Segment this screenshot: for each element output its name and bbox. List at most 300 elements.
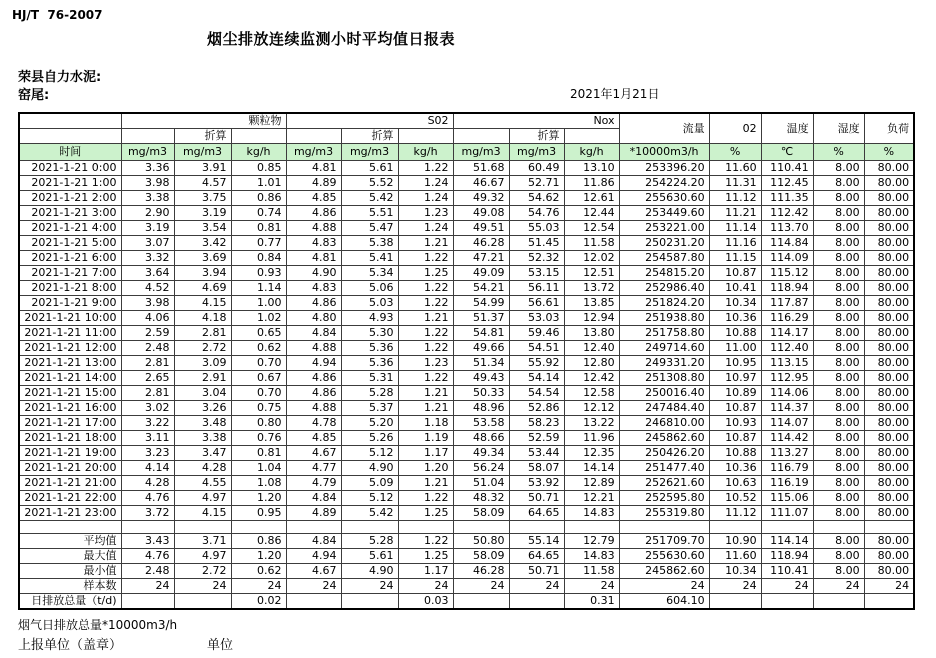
cell-value: 80.00 bbox=[864, 461, 914, 476]
cell-value: 10.36 bbox=[709, 311, 761, 326]
cell-value: 49.34 bbox=[453, 446, 509, 461]
cell-value: 11.12 bbox=[709, 191, 761, 206]
cell-value: 1.22 bbox=[398, 341, 453, 356]
cell-value: 49.08 bbox=[453, 206, 509, 221]
cell-value: 24 bbox=[864, 579, 914, 594]
cell-value bbox=[174, 594, 231, 610]
cell-time: 2021-1-21 13:00 bbox=[19, 356, 121, 371]
cell-value: 250231.20 bbox=[619, 236, 709, 251]
cell-value: 49.51 bbox=[453, 221, 509, 236]
cell-value: 245862.60 bbox=[619, 431, 709, 446]
cell-value: 4.77 bbox=[286, 461, 341, 476]
cell-value: 1.25 bbox=[398, 549, 453, 564]
cell-value: 54.51 bbox=[509, 341, 564, 356]
cell-value: 8.00 bbox=[813, 356, 864, 371]
cell-value: 5.47 bbox=[341, 221, 398, 236]
summary-label: 最小值 bbox=[19, 564, 121, 579]
cell-value: 11.58 bbox=[564, 564, 619, 579]
cell-time: 2021-1-21 18:00 bbox=[19, 431, 121, 446]
cell-value: 5.28 bbox=[341, 386, 398, 401]
cell-value: 114.07 bbox=[761, 416, 813, 431]
cell-value: 14.83 bbox=[564, 549, 619, 564]
blank-cell bbox=[174, 521, 231, 534]
cell-value: 249714.60 bbox=[619, 341, 709, 356]
cell-value: 55.92 bbox=[509, 356, 564, 371]
cell-value: 1.02 bbox=[231, 311, 286, 326]
cell-value: 251824.20 bbox=[619, 296, 709, 311]
cell-value: 5.30 bbox=[341, 326, 398, 341]
cell-value: 11.60 bbox=[709, 549, 761, 564]
cell-value: 8.00 bbox=[813, 431, 864, 446]
cell-time: 2021-1-21 17:00 bbox=[19, 416, 121, 431]
cell-value: 52.32 bbox=[509, 251, 564, 266]
cell-value: 252621.60 bbox=[619, 476, 709, 491]
cell-value: 11.58 bbox=[564, 236, 619, 251]
cell-value: 8.00 bbox=[813, 251, 864, 266]
cell-value: 50.71 bbox=[509, 491, 564, 506]
cell-value: 8.00 bbox=[813, 401, 864, 416]
cell-value: 251308.80 bbox=[619, 371, 709, 386]
cell-value: 112.95 bbox=[761, 371, 813, 386]
cell-value: 2.90 bbox=[121, 206, 174, 221]
cell-value: 5.31 bbox=[341, 371, 398, 386]
group-so2: S02 bbox=[286, 113, 453, 129]
cell-value: 56.11 bbox=[509, 281, 564, 296]
cell-value: 49.43 bbox=[453, 371, 509, 386]
unit-header-1: mg/m3 bbox=[174, 144, 231, 161]
table-row bbox=[19, 236, 914, 251]
cell-value: 49.32 bbox=[453, 191, 509, 206]
unit-header-12: % bbox=[813, 144, 864, 161]
cell-value: 8.00 bbox=[813, 476, 864, 491]
cell-value: 3.19 bbox=[121, 221, 174, 236]
cell-value: 8.00 bbox=[813, 491, 864, 506]
cell-value: 8.00 bbox=[813, 386, 864, 401]
group-nox: Nox bbox=[453, 113, 619, 129]
cell-value: 116.79 bbox=[761, 461, 813, 476]
cell-value: 80.00 bbox=[864, 341, 914, 356]
table-row bbox=[19, 506, 914, 521]
cell-value: 8.00 bbox=[813, 446, 864, 461]
unit-header-8: kg/h bbox=[564, 144, 619, 161]
cell-value: 111.35 bbox=[761, 191, 813, 206]
cell-value: 53.44 bbox=[509, 446, 564, 461]
cell-value: 5.36 bbox=[341, 341, 398, 356]
cell-value: 8.00 bbox=[813, 461, 864, 476]
cell-value: 4.83 bbox=[286, 281, 341, 296]
cell-time: 2021-1-21 7:00 bbox=[19, 266, 121, 281]
unit-header-9: *10000m3/h bbox=[619, 144, 709, 161]
cell-value: 4.83 bbox=[286, 236, 341, 251]
cell-value: 250426.20 bbox=[619, 446, 709, 461]
table-row bbox=[19, 356, 914, 371]
cell-value bbox=[121, 594, 174, 610]
cell-value: 10.34 bbox=[709, 296, 761, 311]
cell-value: 24 bbox=[761, 579, 813, 594]
cell-value: 1.20 bbox=[231, 491, 286, 506]
cell-value: 12.54 bbox=[564, 221, 619, 236]
cell-value: 12.89 bbox=[564, 476, 619, 491]
cell-value: 80.00 bbox=[864, 506, 914, 521]
cell-value: 5.51 bbox=[341, 206, 398, 221]
cell-value: 8.00 bbox=[813, 266, 864, 281]
cell-value: 1.21 bbox=[398, 236, 453, 251]
cell-value: 250016.40 bbox=[619, 386, 709, 401]
cell-value: 56.61 bbox=[509, 296, 564, 311]
cell-value: 5.34 bbox=[341, 266, 398, 281]
cell-value: 51.04 bbox=[453, 476, 509, 491]
blank-cell bbox=[509, 521, 564, 534]
cell-value: 80.00 bbox=[864, 564, 914, 579]
cell-value: 10.97 bbox=[709, 371, 761, 386]
cell-value: 12.44 bbox=[564, 206, 619, 221]
cell-value: 1.23 bbox=[398, 206, 453, 221]
cell-value: 3.38 bbox=[174, 431, 231, 446]
cell-value: 114.14 bbox=[761, 534, 813, 549]
standard-number: HJ/T 76-2007 bbox=[12, 8, 103, 22]
cell-value: 1.08 bbox=[231, 476, 286, 491]
cell-value: 3.36 bbox=[121, 161, 174, 176]
cell-value: 12.21 bbox=[564, 491, 619, 506]
cell-value: 51.68 bbox=[453, 161, 509, 176]
cell-value: 3.22 bbox=[121, 416, 174, 431]
cell-value: 1.24 bbox=[398, 221, 453, 236]
cell-value: 53.58 bbox=[453, 416, 509, 431]
cell-value: 0.75 bbox=[231, 401, 286, 416]
cell-value bbox=[761, 594, 813, 610]
cell-value: 113.15 bbox=[761, 356, 813, 371]
header-humidity: 湿度 bbox=[813, 113, 864, 144]
cell-value: 8.00 bbox=[813, 549, 864, 564]
cell-value: 114.84 bbox=[761, 236, 813, 251]
cell-value: 5.42 bbox=[341, 191, 398, 206]
cell-value: 4.88 bbox=[286, 341, 341, 356]
cell-value: 54.21 bbox=[453, 281, 509, 296]
cell-value: 80.00 bbox=[864, 206, 914, 221]
cell-value: 49.66 bbox=[453, 341, 509, 356]
cell-value: 251758.80 bbox=[619, 326, 709, 341]
cell-value: 4.76 bbox=[121, 549, 174, 564]
cell-value: 4.14 bbox=[121, 461, 174, 476]
cell-value: 53.92 bbox=[509, 476, 564, 491]
cell-value: 51.45 bbox=[509, 236, 564, 251]
cell-value: 4.94 bbox=[286, 356, 341, 371]
cell-time: 2021-1-21 19:00 bbox=[19, 446, 121, 461]
cell-value: 50.71 bbox=[509, 564, 564, 579]
cell-value: 249331.20 bbox=[619, 356, 709, 371]
page-title: 烟尘排放连续监测小时平均值日报表 bbox=[207, 30, 456, 48]
cell-time: 2021-1-21 14:00 bbox=[19, 371, 121, 386]
cell-value: 3.72 bbox=[121, 506, 174, 521]
cell-value: 0.86 bbox=[231, 534, 286, 549]
cell-value: 0.65 bbox=[231, 326, 286, 341]
cell-value: 24 bbox=[619, 579, 709, 594]
cell-value: 12.51 bbox=[564, 266, 619, 281]
cell-value: 114.09 bbox=[761, 251, 813, 266]
table-row bbox=[19, 281, 914, 296]
table-row bbox=[19, 371, 914, 386]
cell-value: 5.06 bbox=[341, 281, 398, 296]
cell-value: 24 bbox=[174, 579, 231, 594]
header-o2: 02 bbox=[709, 113, 761, 144]
cell-value: 1.20 bbox=[231, 549, 286, 564]
cell-value: 113.70 bbox=[761, 221, 813, 236]
cell-value: 5.03 bbox=[341, 296, 398, 311]
group-particulate: 颗粒物 bbox=[121, 113, 286, 129]
cell-value: 118.94 bbox=[761, 281, 813, 296]
cell-value: 80.00 bbox=[864, 221, 914, 236]
cell-value: 3.69 bbox=[174, 251, 231, 266]
cell-value bbox=[813, 594, 864, 610]
cell-value: 0.93 bbox=[231, 266, 286, 281]
cell-value: 80.00 bbox=[864, 371, 914, 386]
cell-value: 1.00 bbox=[231, 296, 286, 311]
cell-value: 80.00 bbox=[864, 266, 914, 281]
table-row bbox=[19, 461, 914, 476]
cell-value: 52.71 bbox=[509, 176, 564, 191]
cell-value: 2.59 bbox=[121, 326, 174, 341]
cell-time: 2021-1-21 11:00 bbox=[19, 326, 121, 341]
cell-value: 1.01 bbox=[231, 176, 286, 191]
cell-value: 111.07 bbox=[761, 506, 813, 521]
cell-value: 254587.80 bbox=[619, 251, 709, 266]
cell-value: 1.14 bbox=[231, 281, 286, 296]
cell-time: 2021-1-21 4:00 bbox=[19, 221, 121, 236]
cell-value: 10.90 bbox=[709, 534, 761, 549]
cell-value: 4.78 bbox=[286, 416, 341, 431]
cell-value: 13.85 bbox=[564, 296, 619, 311]
cell-value: 80.00 bbox=[864, 416, 914, 431]
cell-value: 246810.00 bbox=[619, 416, 709, 431]
cell-value: 1.18 bbox=[398, 416, 453, 431]
cell-value: 251709.70 bbox=[619, 534, 709, 549]
cell-value: 3.38 bbox=[121, 191, 174, 206]
cell-value: 51.37 bbox=[453, 311, 509, 326]
cell-time: 2021-1-21 3:00 bbox=[19, 206, 121, 221]
cell-value: 24 bbox=[509, 579, 564, 594]
cell-value: 10.87 bbox=[709, 266, 761, 281]
cell-value: 11.31 bbox=[709, 176, 761, 191]
cell-value: 4.57 bbox=[174, 176, 231, 191]
hourly-report-table bbox=[18, 112, 915, 610]
table-row bbox=[19, 176, 914, 191]
cell-value: 24 bbox=[121, 579, 174, 594]
cell-value: 114.17 bbox=[761, 326, 813, 341]
cell-value: 10.87 bbox=[709, 401, 761, 416]
cell-value: 24 bbox=[813, 579, 864, 594]
cell-value: 5.42 bbox=[341, 506, 398, 521]
cell-value: 8.00 bbox=[813, 341, 864, 356]
cell-value: 12.12 bbox=[564, 401, 619, 416]
cell-time: 2021-1-21 6:00 bbox=[19, 251, 121, 266]
cell-value: 1.19 bbox=[398, 431, 453, 446]
blank-cell bbox=[121, 521, 174, 534]
unit-header-10: % bbox=[709, 144, 761, 161]
header-group-row bbox=[19, 113, 914, 129]
cell-value: 247484.40 bbox=[619, 401, 709, 416]
table-row bbox=[19, 491, 914, 506]
cell-value: 12.58 bbox=[564, 386, 619, 401]
cell-value: 4.90 bbox=[341, 461, 398, 476]
cell-value: 8.00 bbox=[813, 534, 864, 549]
cell-value: 10.63 bbox=[709, 476, 761, 491]
cell-value: 4.84 bbox=[286, 326, 341, 341]
blank-cell bbox=[19, 129, 121, 144]
cell-value: 11.14 bbox=[709, 221, 761, 236]
cell-value: 1.23 bbox=[398, 356, 453, 371]
cell-value: 5.61 bbox=[341, 161, 398, 176]
cell-value: 13.80 bbox=[564, 326, 619, 341]
cell-value: 10.95 bbox=[709, 356, 761, 371]
cell-value: 0.74 bbox=[231, 206, 286, 221]
cell-value: 47.21 bbox=[453, 251, 509, 266]
cell-value: 3.02 bbox=[121, 401, 174, 416]
table-row bbox=[19, 446, 914, 461]
unit-header-5: kg/h bbox=[398, 144, 453, 161]
cell-value: 4.15 bbox=[174, 506, 231, 521]
table-row bbox=[19, 161, 914, 176]
cell-value: 0.86 bbox=[231, 191, 286, 206]
cell-value: 46.28 bbox=[453, 236, 509, 251]
cell-value: 58.09 bbox=[453, 549, 509, 564]
cell-value: 24 bbox=[341, 579, 398, 594]
cell-value: 80.00 bbox=[864, 161, 914, 176]
cell-value: 2.91 bbox=[174, 371, 231, 386]
cell-value: 0.80 bbox=[231, 416, 286, 431]
summary-label: 最大值 bbox=[19, 549, 121, 564]
cell-value: 80.00 bbox=[864, 491, 914, 506]
cell-value: 3.04 bbox=[174, 386, 231, 401]
cell-value: 80.00 bbox=[864, 281, 914, 296]
cell-value: 1.22 bbox=[398, 491, 453, 506]
cell-value: 8.00 bbox=[813, 221, 864, 236]
blank-cell bbox=[453, 521, 509, 534]
cell-value: 12.35 bbox=[564, 446, 619, 461]
cell-value bbox=[286, 594, 341, 610]
cell-value: 3.75 bbox=[174, 191, 231, 206]
cell-value: 4.18 bbox=[174, 311, 231, 326]
cell-value: 54.76 bbox=[509, 206, 564, 221]
cell-value: 112.42 bbox=[761, 206, 813, 221]
cell-value: 0.31 bbox=[564, 594, 619, 610]
cell-value: 4.81 bbox=[286, 251, 341, 266]
summary-label: 平均值 bbox=[19, 534, 121, 549]
cell-time: 2021-1-21 9:00 bbox=[19, 296, 121, 311]
cell-value: 8.00 bbox=[813, 176, 864, 191]
cell-value: 4.84 bbox=[286, 534, 341, 549]
cell-value: 50.80 bbox=[453, 534, 509, 549]
cell-value: 4.85 bbox=[286, 431, 341, 446]
cell-value bbox=[453, 594, 509, 610]
cell-time: 2021-1-21 1:00 bbox=[19, 176, 121, 191]
cell-value: 254815.20 bbox=[619, 266, 709, 281]
cell-value: 3.64 bbox=[121, 266, 174, 281]
cell-value: 8.00 bbox=[813, 564, 864, 579]
cell-value: 2.48 bbox=[121, 341, 174, 356]
cell-value: 0.62 bbox=[231, 341, 286, 356]
cell-value: 1.22 bbox=[398, 296, 453, 311]
cell-value: 252595.80 bbox=[619, 491, 709, 506]
blank-cell bbox=[619, 521, 709, 534]
cell-value: 3.07 bbox=[121, 236, 174, 251]
cell-value: 253449.60 bbox=[619, 206, 709, 221]
cell-value: 59.46 bbox=[509, 326, 564, 341]
summary-row bbox=[19, 579, 914, 594]
cell-value: 54.14 bbox=[509, 371, 564, 386]
cell-value: 251938.80 bbox=[619, 311, 709, 326]
cell-value: 110.41 bbox=[761, 161, 813, 176]
cell-value: 8.00 bbox=[813, 206, 864, 221]
cell-value: 4.52 bbox=[121, 281, 174, 296]
reporting-unit-label: 上报单位（盖章） bbox=[18, 638, 123, 653]
cell-value: 4.86 bbox=[286, 371, 341, 386]
cell-value: 0.67 bbox=[231, 371, 286, 386]
cell-value: 4.76 bbox=[121, 491, 174, 506]
company-name: 荣县自力水泥: bbox=[18, 70, 102, 85]
cell-value: 604.10 bbox=[619, 594, 709, 610]
cell-value: 1.22 bbox=[398, 161, 453, 176]
cell-time: 2021-1-21 0:00 bbox=[19, 161, 121, 176]
cell-value: 255630.60 bbox=[619, 191, 709, 206]
table-row bbox=[19, 341, 914, 356]
cell-value: 4.89 bbox=[286, 176, 341, 191]
cell-time: 2021-1-21 20:00 bbox=[19, 461, 121, 476]
cell-value: 11.60 bbox=[709, 161, 761, 176]
cell-value: 80.00 bbox=[864, 311, 914, 326]
cell-value: 115.12 bbox=[761, 266, 813, 281]
table-row bbox=[19, 326, 914, 341]
cell-value: 80.00 bbox=[864, 236, 914, 251]
blank-cell bbox=[398, 521, 453, 534]
cell-value: 117.87 bbox=[761, 296, 813, 311]
table-row bbox=[19, 386, 914, 401]
cell-value: 60.49 bbox=[509, 161, 564, 176]
header-load: 负荷 bbox=[864, 113, 914, 144]
cell-value: 24 bbox=[398, 579, 453, 594]
cell-time: 2021-1-21 10:00 bbox=[19, 311, 121, 326]
cell-value: 5.28 bbox=[341, 534, 398, 549]
cell-value: 0.70 bbox=[231, 386, 286, 401]
header-units-row bbox=[19, 144, 914, 161]
cell-value: 10.89 bbox=[709, 386, 761, 401]
cell-value: 12.80 bbox=[564, 356, 619, 371]
cell-value: 24 bbox=[709, 579, 761, 594]
table-row bbox=[19, 476, 914, 491]
cell-value: 11.21 bbox=[709, 206, 761, 221]
cell-value: 8.00 bbox=[813, 506, 864, 521]
unit-header-11: ℃ bbox=[761, 144, 813, 161]
cell-value: 64.65 bbox=[509, 549, 564, 564]
summary-row bbox=[19, 564, 914, 579]
cell-value: 4.06 bbox=[121, 311, 174, 326]
cell-value: 4.81 bbox=[286, 161, 341, 176]
cell-time: 2021-1-21 12:00 bbox=[19, 341, 121, 356]
cell-time: 2021-1-21 2:00 bbox=[19, 191, 121, 206]
cell-value: 10.87 bbox=[709, 431, 761, 446]
cell-value: 255319.80 bbox=[619, 506, 709, 521]
cell-value: 0.81 bbox=[231, 221, 286, 236]
cell-value: 80.00 bbox=[864, 251, 914, 266]
cell-value: 4.97 bbox=[174, 491, 231, 506]
cell-value bbox=[341, 594, 398, 610]
cell-value: 112.40 bbox=[761, 341, 813, 356]
cell-value: 4.15 bbox=[174, 296, 231, 311]
cell-value: 52.86 bbox=[509, 401, 564, 416]
cell-value: 48.66 bbox=[453, 431, 509, 446]
cell-value: 114.42 bbox=[761, 431, 813, 446]
cell-value: 1.21 bbox=[398, 311, 453, 326]
cell-value: 1.21 bbox=[398, 386, 453, 401]
